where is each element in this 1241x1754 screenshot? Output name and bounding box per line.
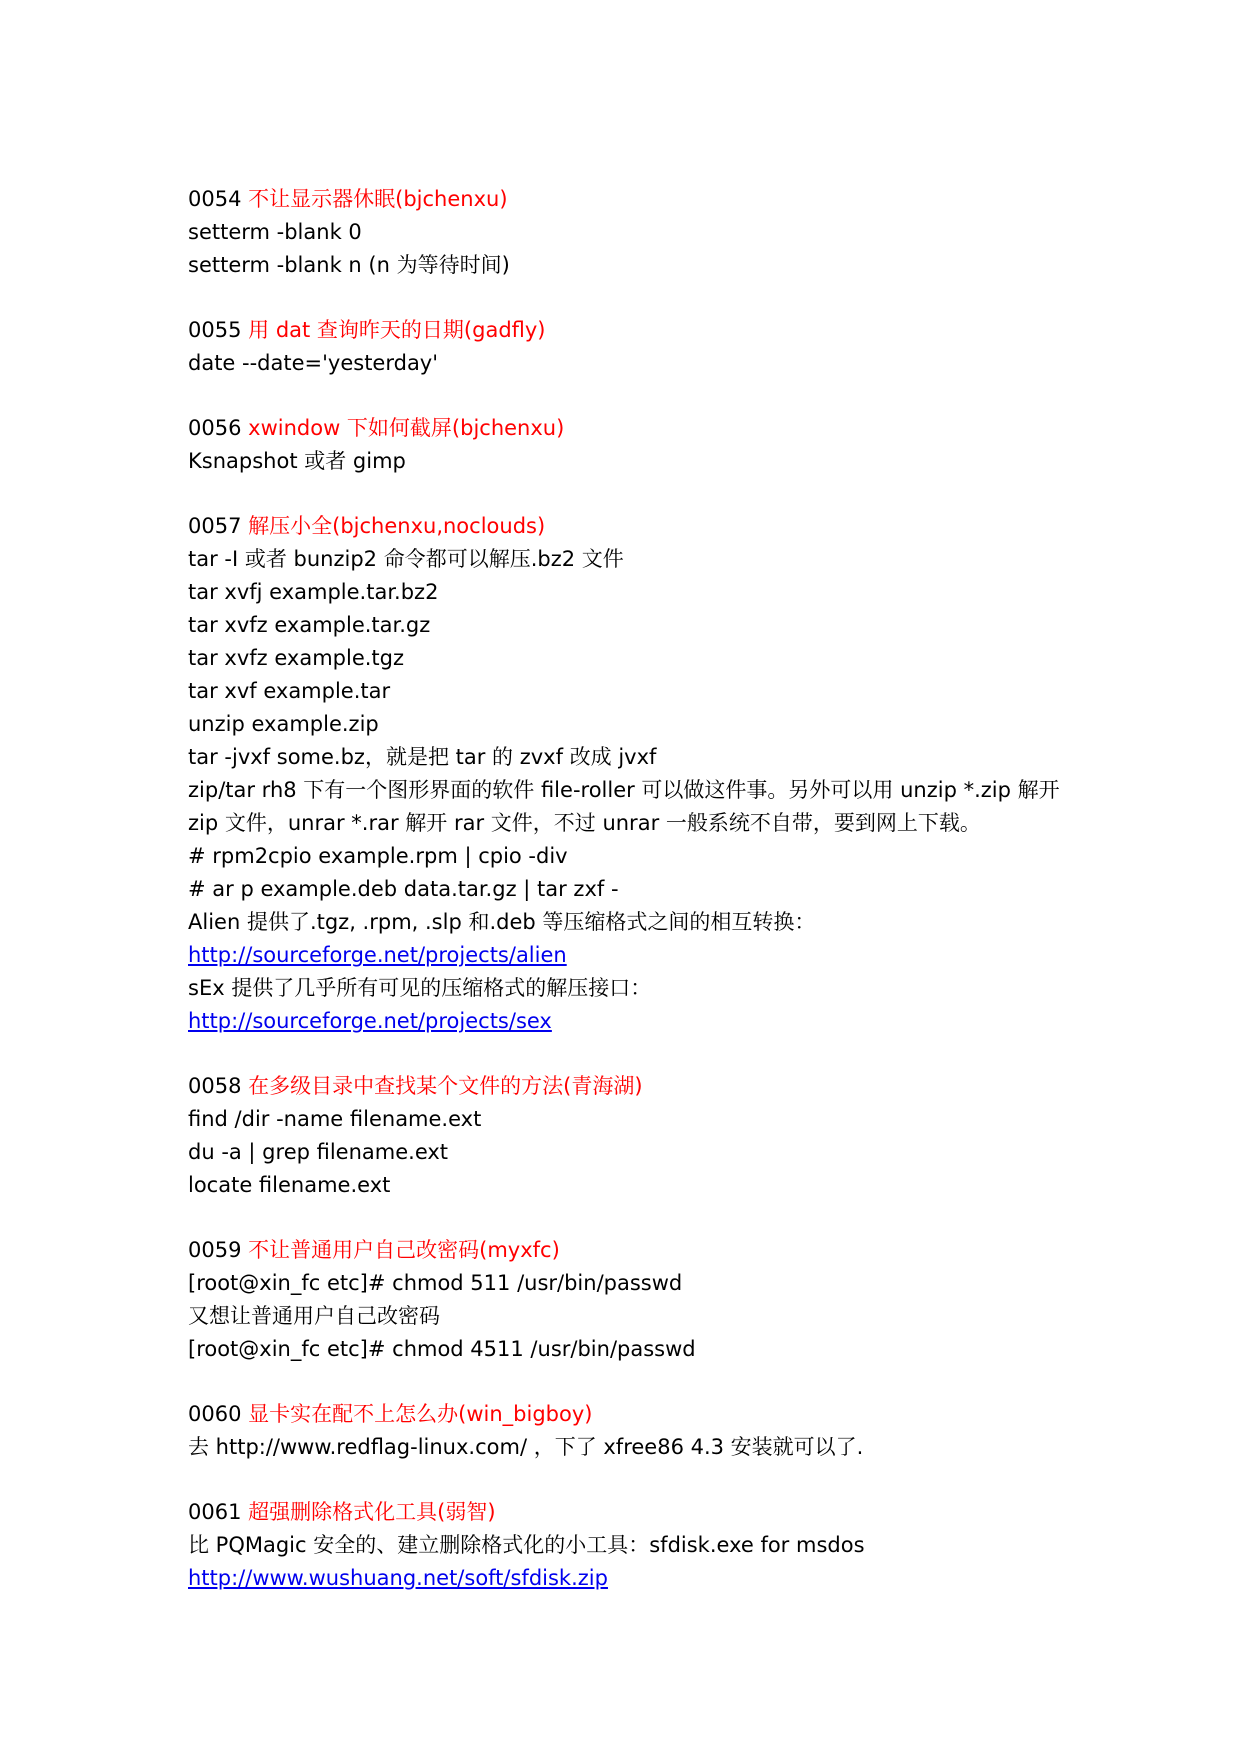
section-0059: [188, 1234, 1088, 1366]
sfdisk-link[interactable]: http://www.wushuang.net/soft/sfdisk.zip: [188, 1566, 608, 1590]
text-line: Ksnapshot 或者 gimp: [188, 449, 406, 473]
section-title: 超强删除格式化工具(弱智): [248, 1500, 496, 1524]
section-title: xwindow 下如何截屏(bjchenxu): [248, 416, 565, 440]
text-line: tar xvfz example.tgz: [188, 646, 405, 670]
text-line: # ar p example.deb data.tar.gz | tar zxf -: [188, 877, 619, 901]
section-0055: [188, 314, 1088, 380]
section-title: 不让显示器休眠(bjchenxu): [248, 187, 508, 211]
text-line: [root@xin_fc etc]# chmod 511 /usr/bin/passwd: [188, 1271, 683, 1295]
section-heading: [188, 1496, 1088, 1529]
text-line: sEx 提供了几乎所有可见的压缩格式的解压接口：: [188, 976, 652, 1000]
section-heading: [188, 1234, 1088, 1267]
section-title: 用 dat 查询昨天的日期(gadfly): [248, 318, 546, 342]
section-heading: [188, 510, 1088, 543]
section-number: 0055: [188, 318, 242, 342]
text-line: 去 http://www.redflag-linux.com/ ，下了 xfree86 4.3 安装就可以了.: [188, 1435, 864, 1459]
text-line: setterm -blank 0: [188, 220, 362, 244]
text-line: 又想让普通用户自己改密码: [188, 1304, 440, 1328]
section-number: 0054: [188, 187, 242, 211]
section-0060: [188, 1398, 1088, 1464]
section-heading: [188, 314, 1088, 347]
section-number: 0057: [188, 514, 242, 538]
section-title: 解压小全(bjchenxu,noclouds): [248, 514, 546, 538]
text-line: zip 文件，unrar *.rar 解开 rar 文件，不过 unrar 一般系统不自带，要到网上下载。: [188, 811, 981, 835]
section-title: 不让普通用户自己改密码(myxfc): [248, 1238, 560, 1262]
text-line: tar -jvxf some.bz，就是把 tar 的 zvxf 改成 jvxf: [188, 745, 657, 769]
section-heading: [188, 1070, 1088, 1103]
section-heading: [188, 412, 1088, 445]
text-line: 比 PQMagic 安全的、建立删除格式化的小工具：sfdisk.exe for msdos: [188, 1533, 865, 1557]
text-line: tar xvfj example.tar.bz2: [188, 580, 439, 604]
section-number: 0059: [188, 1238, 242, 1262]
text-line: du -a | grep filename.ext: [188, 1140, 449, 1164]
section-number: 0061: [188, 1500, 242, 1524]
section-number: 0058: [188, 1074, 242, 1098]
text-line: tar xvfz example.tar.gz: [188, 613, 431, 637]
text-line: setterm -blank n (n 为等待时间): [188, 253, 510, 277]
section-0054: [188, 183, 1088, 282]
text-line: tar -I 或者 bunzip2 命令都可以解压.bz2 文件: [188, 547, 624, 571]
section-number: 0056: [188, 416, 242, 440]
text-line: zip/tar rh8 下有一个图形界面的软件 file-roller 可以做这件事。另外可以用 unzip *.zip 解开: [188, 778, 1060, 802]
section-title: 显卡实在配不上怎么办(win_bigboy): [248, 1402, 593, 1426]
section-heading: [188, 1398, 1088, 1431]
text-line: [root@xin_fc etc]# chmod 4511 /usr/bin/passwd: [188, 1337, 696, 1361]
text-line: find /dir -name filename.ext: [188, 1107, 482, 1131]
text-line: date --date='yesterday': [188, 351, 439, 375]
text-line: unzip example.zip: [188, 712, 379, 736]
section-number: 0060: [188, 1402, 242, 1426]
section-0056: [188, 412, 1088, 478]
section-0057: [188, 510, 1088, 1038]
sex-link[interactable]: http://sourceforge.net/projects/sex: [188, 1009, 552, 1033]
text-line: # rpm2cpio example.rpm | cpio -div: [188, 844, 568, 868]
alien-link[interactable]: http://sourceforge.net/projects/alien: [188, 943, 567, 967]
text-line: locate filename.ext: [188, 1173, 391, 1197]
text-line: Alien 提供了.tgz, .rpm, .slp 和.deb 等压缩格式之间的相互转换：: [188, 910, 816, 934]
document-page: [188, 183, 1088, 1595]
text-line: tar xvf example.tar: [188, 679, 391, 703]
section-0061: [188, 1496, 1088, 1595]
section-title: 在多级目录中查找某个文件的方法(青海湖): [248, 1074, 643, 1098]
section-heading: [188, 183, 1088, 216]
section-0058: [188, 1070, 1088, 1202]
